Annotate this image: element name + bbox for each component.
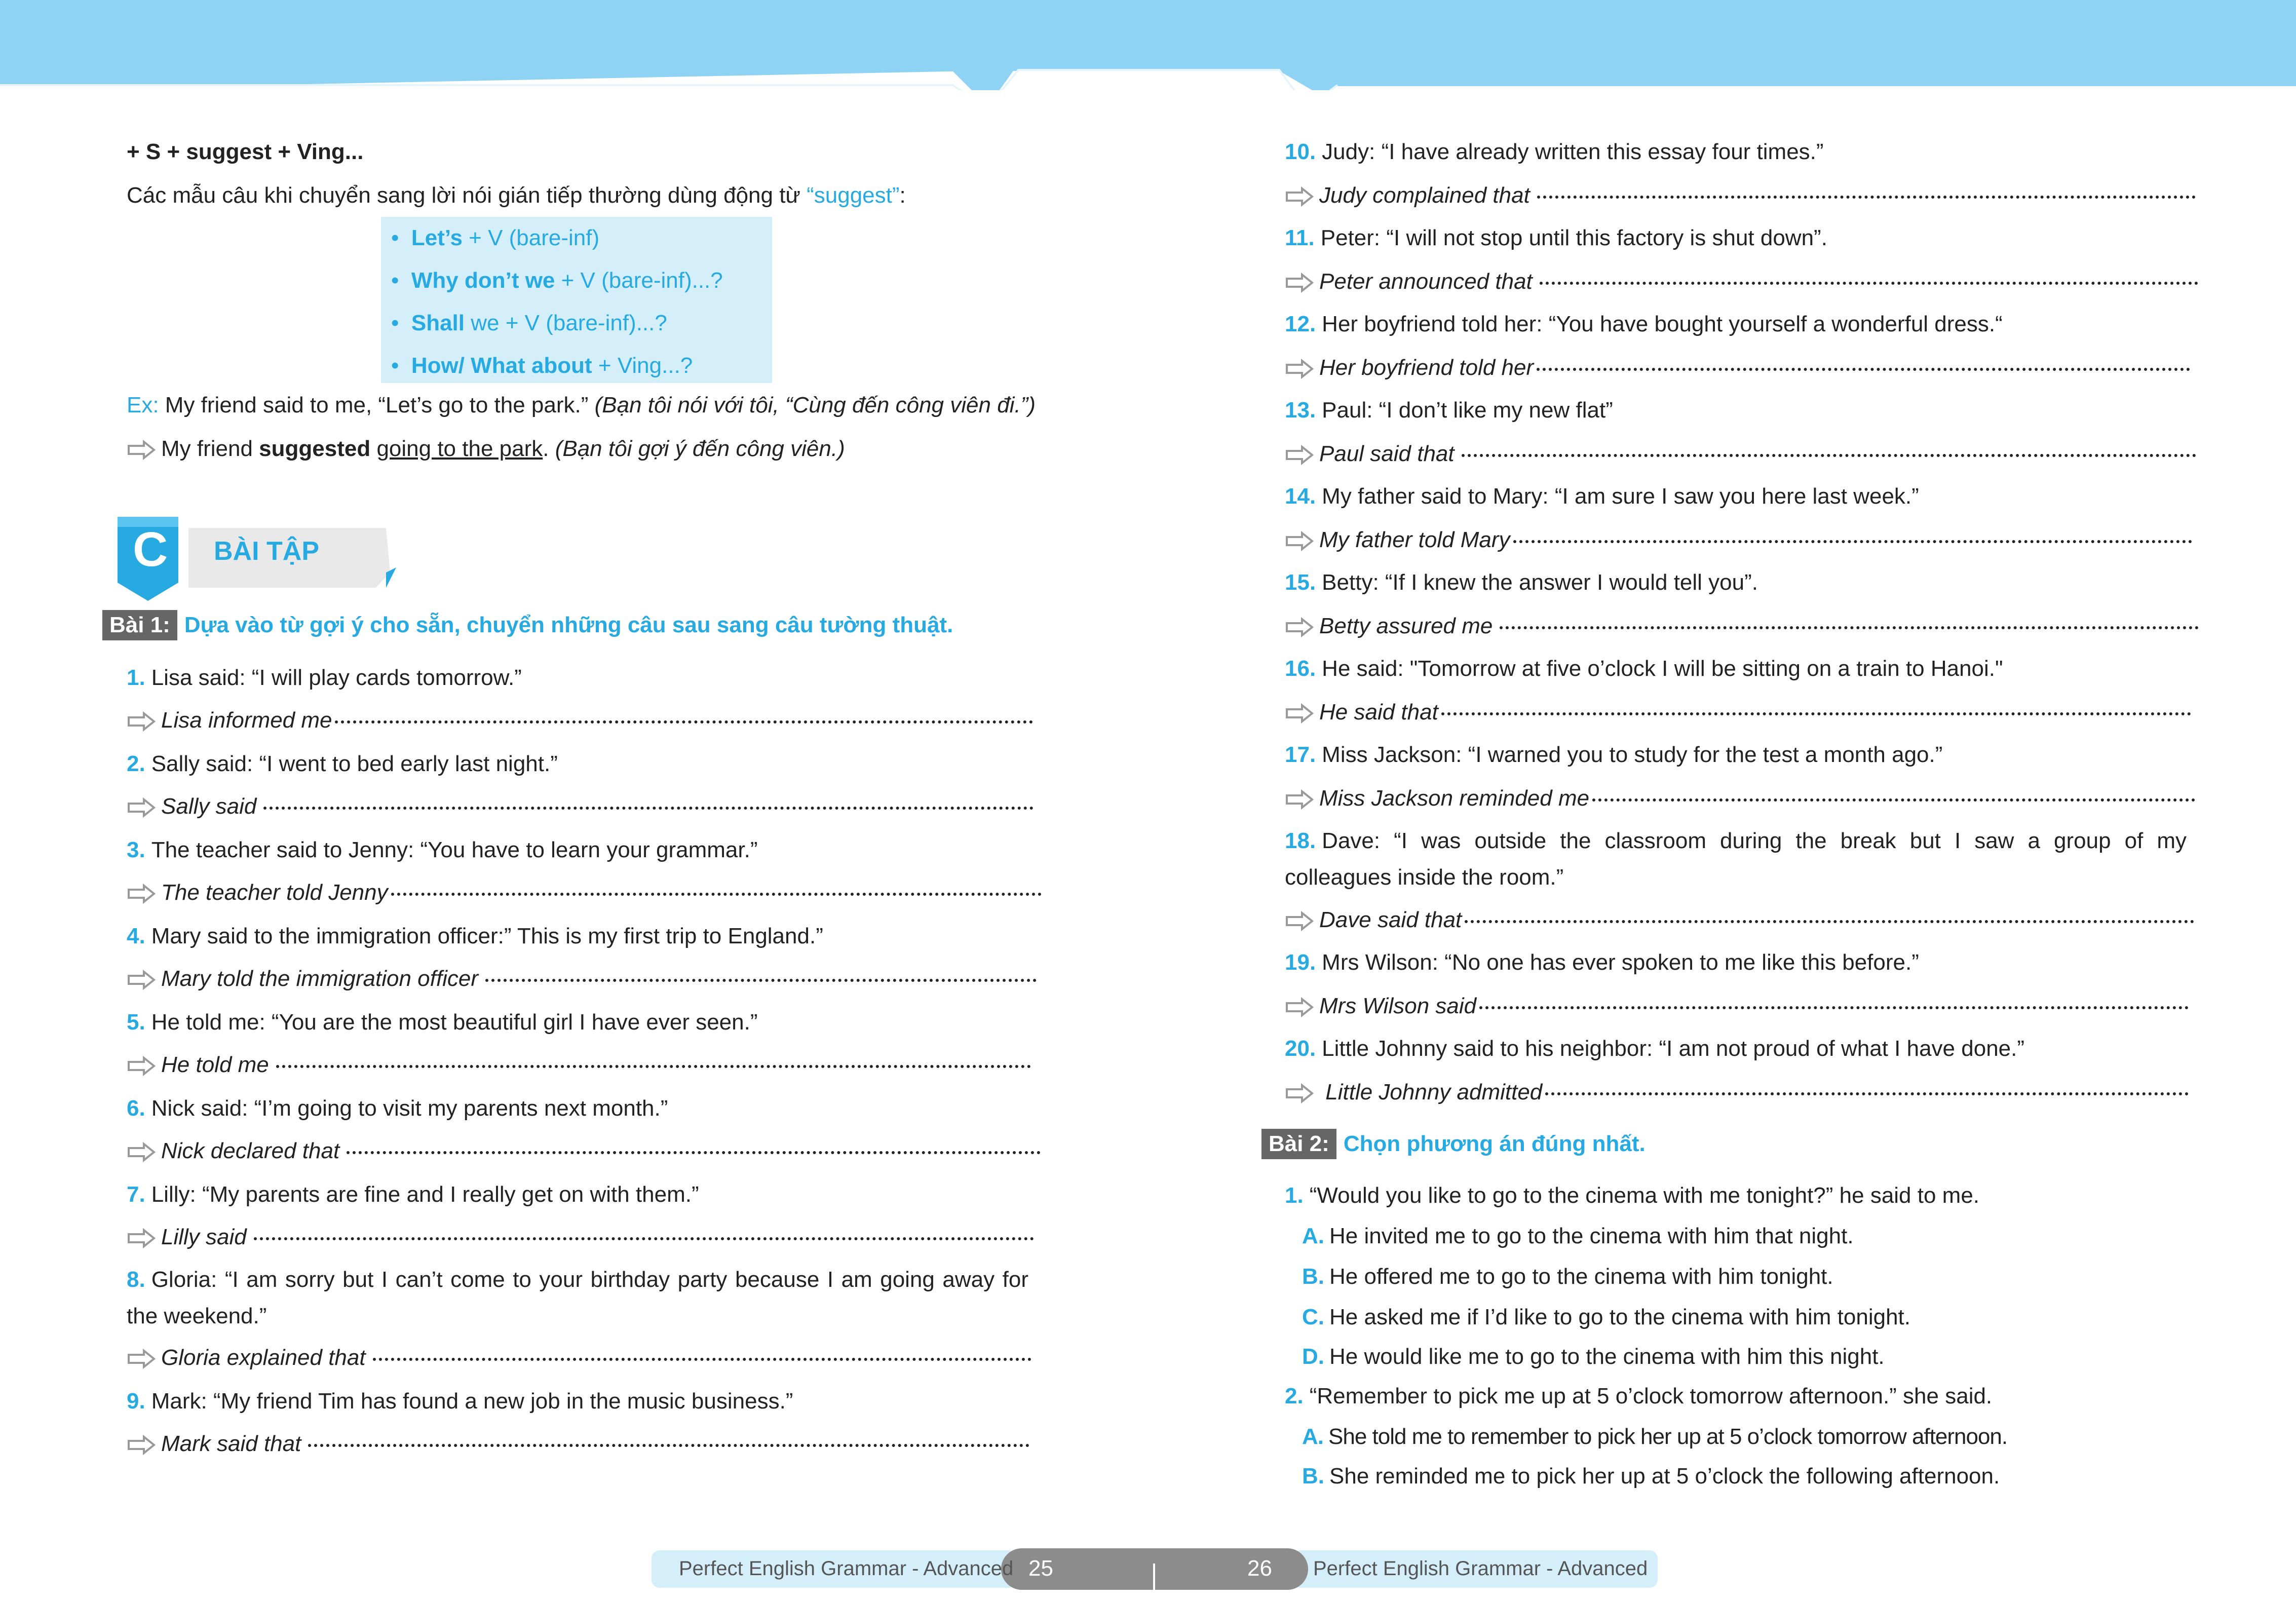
arrow-icon [1285,186,1314,207]
answer-blank[interactable] [308,1444,1029,1447]
exercise-question: 18. Dave: “I was outside the classroom during the break but I saw a group of my colleagues inside the room.” [1285,828,2187,890]
exercise-answer-line[interactable]: Miss Jackson reminded me [1285,783,2195,814]
suggest-pattern-item: • Let’s + V (bare-inf) [391,225,600,250]
mcq-question: 2. “Remember to pick me up at 5 o’clock tomorrow afternoon.” she said. [1285,1384,1993,1408]
exercise-question: 12. Her boyfriend told her: “You have bought yourself a wonderful dress.“ [1285,312,2003,336]
answer-blank[interactable] [276,1065,1031,1068]
exercise-answer-line[interactable]: Sally said [127,791,1034,822]
suggest-pattern-item: • Why don’t we + V (bare-inf)...? [391,268,723,293]
arrow-icon [127,884,156,904]
example-answer: My friend suggested going to the park. (Bạn tôi gợi ý đến công viên.) [127,434,845,464]
exercise-answer-line[interactable]: Nick declared that [127,1136,1041,1166]
exercise-answer-line[interactable]: The teacher told Jenny [127,878,1042,908]
exercise-answer-line[interactable]: He said that [1285,697,2191,728]
exercise-question: 20. Little Johnny said to his neighbor: “I am not proud of what I have done.” [1285,1036,2025,1061]
arrow-icon [1285,789,1314,810]
intro-text: Các mẫu câu khi chuyển sang lời nói gián tiếp thường dùng động từ “suggest”: [127,183,906,208]
answer-blank[interactable] [347,1151,1041,1154]
exercise-question: 13. Paul: “I don’t like my new flat” [1285,398,1613,423]
answer-blank[interactable] [485,979,1037,982]
exercise-answer-line[interactable]: Betty assured me [1285,611,2199,641]
suggest-pattern-item: • How/ What about + Ving...? [391,353,693,378]
page-number-left: 25 [1028,1556,1053,1581]
section-title: BÀI TẬP [214,537,319,566]
exercise-question: 14. My father said to Mary: “I am sure I saw you here last week.” [1285,484,1919,509]
exercise-question: 10. Judy: “I have already written this essay four times.” [1285,139,1824,164]
exercise-question: 4. Mary said to the immigration officer:” This is my first trip to England.” [127,924,823,948]
mcq-option[interactable]: A. She told me to remember to pick her up at 5 o’clock tomorrow afternoon. [1302,1424,2008,1449]
exercise-question: 1. Lisa said: “I will play cards tomorrow.” [127,665,522,690]
arrow-icon [1285,359,1314,379]
exercise-question: 16. He said: "Tomorrow at five o’clock I will be sitting on a train to Hanoi." [1285,656,2003,681]
answer-blank[interactable] [1462,454,2196,457]
arrow-icon [1285,1083,1314,1103]
answer-blank[interactable] [254,1237,1034,1240]
arrow-icon [1285,531,1314,551]
arrow-icon [127,1056,156,1076]
arrow-icon [127,711,156,732]
answer-blank[interactable] [1500,626,2199,629]
mcq-option[interactable]: C. He asked me if I’d like to go to the cinema with him tonight. [1302,1305,1911,1329]
exercise-question: 7. Lilly: “My parents are fine and I really get on with them.” [127,1182,699,1207]
mcq-option[interactable]: B. He offered me to go to the cinema with him tonight. [1302,1264,1833,1289]
footer-book-title-right: Perfect English Grammar - Advanced [1313,1557,1648,1580]
arrow-icon [1285,911,1314,931]
arrow-icon [127,797,156,818]
exercise-answer-line[interactable]: Lilly said [127,1222,1034,1252]
answer-blank[interactable] [335,720,1033,723]
answer-blank[interactable] [263,807,1034,810]
answer-blank[interactable] [391,893,1042,896]
exercise-question: 8. Gloria: “I am sorry but I can’t come to your birthday party because I am going away for the weekend.” [127,1267,1028,1328]
arrow-icon [1285,703,1314,723]
example-line: Ex: My friend said to me, “Let’s go to the park.” (Bạn tôi nói với tôi, “Cùng đến công viên đi.”) [127,393,1036,417]
exercise-answer-line[interactable]: Mark said that [127,1429,1029,1459]
arrow-icon [127,1228,156,1248]
exercise-answer-line[interactable]: He told me [127,1050,1031,1080]
answer-blank[interactable] [1441,712,2191,715]
arrow-icon [1285,273,1314,293]
answer-blank[interactable] [373,1358,1031,1361]
exercise-question: 17. Miss Jackson: “I warned you to study for the test a month ago.” [1285,742,1943,767]
exercise-answer-line[interactable]: Judy complained that [1285,180,2196,211]
arrow-icon [127,1435,156,1455]
exercise-answer-line[interactable]: Paul said that [1285,439,2196,469]
suggest-patterns-box [381,217,772,383]
exercise-question: 9. Mark: “My friend Tim has found a new job in the music business.” [127,1389,793,1414]
answer-blank[interactable] [1465,920,2194,923]
exercise-answer-line[interactable]: Peter announced that [1285,266,2198,297]
arrow-icon [127,1142,156,1162]
exercise-answer-line[interactable]: Gloria explained that [127,1343,1031,1373]
bai1-heading: Bài 1: Dựa vào từ gợi ý cho sẵn, chuyển những câu sau sang câu tường thuật. [102,610,953,640]
mcq-option[interactable]: A. He invited me to go to the cinema with him that night. [1302,1224,1854,1248]
exercise-question: 11. Peter: “I will not stop until this factory is shut down”. [1285,225,1827,250]
answer-blank[interactable] [1479,1006,2189,1009]
page-number-right: 26 [1247,1556,1272,1581]
answer-blank[interactable] [1540,282,2198,285]
bai2-heading: Bài 2: Chọn phương án đúng nhất. [1261,1129,1646,1159]
arrow-icon [1285,997,1314,1017]
pattern-heading: + S + suggest + Ving... [127,139,364,164]
arrow-icon [127,1349,156,1369]
arrow-icon [127,970,156,990]
mcq-question: 1. “Would you like to go to the cinema with me tonight?” he said to me. [1285,1183,1980,1208]
exercise-question: 3. The teacher said to Jenny: “You have to learn your grammar.” [127,837,758,862]
arrow-icon [127,440,156,460]
mcq-option[interactable]: B. She reminded me to pick her up at 5 o’clock the following afternoon. [1302,1464,2000,1489]
answer-blank[interactable] [1537,368,2190,371]
exercise-answer-line[interactable]: My father told Mary [1285,525,2192,555]
section-letter: C [133,522,168,577]
exercise-answer-line[interactable]: Mary told the immigration officer [127,964,1037,994]
answer-blank[interactable] [1537,196,2196,199]
answer-blank[interactable] [1545,1092,2189,1095]
answer-blank[interactable] [1513,540,2192,543]
suggest-pattern-item: • Shall we + V (bare-inf)...? [391,311,667,335]
exercise-answer-line[interactable]: Her boyfriend told her [1285,353,2190,383]
exercise-question: 6. Nick said: “I’m going to visit my parents next month.” [127,1096,668,1121]
exercise-question: 5. He told me: “You are the most beautiful girl I have ever seen.” [127,1010,758,1035]
answer-blank[interactable] [1592,798,2195,802]
exercise-answer-line[interactable]: Lisa informed me [127,705,1033,736]
exercise-question: 15. Betty: “If I knew the answer I would tell you”. [1285,570,1758,595]
exercise-answer-line[interactable]: Little Johnny admitted [1285,1077,2189,1108]
arrow-icon [1285,617,1314,637]
arrow-icon [1285,445,1314,465]
exercise-answer-line[interactable]: Dave said that [1285,905,2194,935]
exercise-answer-line[interactable]: Mrs Wilson said [1285,991,2189,1021]
exercise-question: 2. Sally said: “I went to bed early last night.” [127,751,558,776]
footer-book-title-left: Perfect English Grammar - Advanced [679,1557,1014,1580]
exercise-question: 19. Mrs Wilson: “No one has ever spoken to me like this before.” [1285,950,1919,975]
mcq-option[interactable]: D. He would like me to go to the cinema with him this night. [1302,1344,1885,1369]
